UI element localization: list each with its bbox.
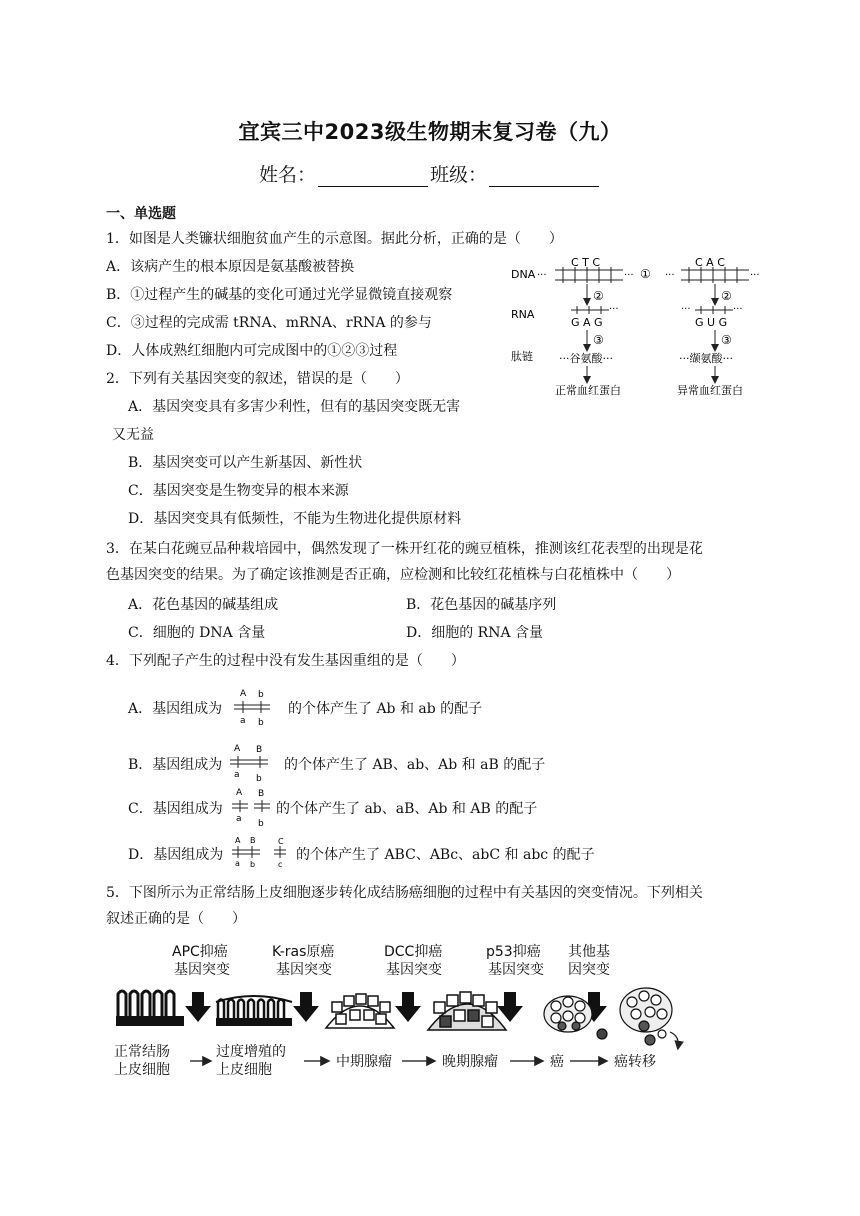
allele-label: b [258,690,264,700]
stage-label: 过度增殖的 [216,1044,286,1060]
q4-d-prefix: 基因组成为 [153,847,224,863]
fig-rna-left-seq: G A G [571,316,603,329]
q4-option-c [128,800,223,818]
q1-option-d: D．人体成熟红细胞内可完成图中的①②③过程 [106,343,398,359]
fig-dna-left-seq: C T C [571,256,601,269]
q3-option-a: A．花色基因的碱基组成 [128,597,279,613]
q1-option-b: B．①过程产生的碱基的变化可通过光学显微镜直接观察 [106,287,453,303]
q2-option-a-cont: 又无益 [112,427,154,443]
mutation-label: APC抑癌 [172,944,228,960]
allele-label: B [258,789,265,799]
q2-stem: 2．下列有关基因突变的叙述，错误的是（ ） [106,371,409,387]
q4-a-letter: A． [128,701,153,717]
fig-aa-right: ···缬氨酸··· [679,352,733,365]
q2-option-a: A．基因突变具有多害少利性，但有的基因突变既无害 [128,399,461,415]
late-adenoma-icon [428,992,506,1030]
q1-option-a: A．该病产生的根本原因是氨基酸被替换 [106,259,355,275]
q1-option-c: C．③过程的完成需 tRNA、mRNA、rRNA 的参与 [106,315,432,331]
metastasis-cells-icon [597,988,678,1048]
name-label: 姓名： [258,164,316,186]
stage-label: 晚期腺瘤 [442,1054,498,1070]
q5-stem-line1: 5．下图所示为正常结肠上皮细胞逐步转化成结肠癌细胞的过程中有关基因的突变情况。下列相关 [106,885,703,901]
fig-dna-right-bonds [689,267,737,283]
fig-label-dna: DNA [511,268,536,281]
fig-label-peptide: 肽链 [511,350,533,363]
allele-label: C [278,837,284,846]
q2-option-d: D．基因突变具有低频性，不能为生物进化提供原材料 [128,511,462,527]
allele-label: a [235,859,240,868]
allele-label: A [234,744,241,754]
fig-dots: ··· [624,270,634,281]
q4-d-suffix: 的个体产生了 ABC、ABc、abC 和 abc 的配子 [296,847,595,863]
allele-label: c [278,860,283,869]
stage-label: 正常结肠 [114,1044,170,1060]
fig-dots: ··· [609,304,619,315]
name-blank[interactable] [318,168,428,187]
page-title: 宜宾三中2023级生物期末复习卷（九） [238,120,622,144]
stage-label: 中期腺瘤 [336,1054,392,1070]
allele-label: a [240,716,246,726]
name-class-bar [0,160,860,187]
intermediate-adenoma-icon [326,994,394,1028]
mutation-label: 基因突变 [488,962,544,978]
fig-dots: ··· [681,304,691,315]
fig-step3-left: ③ [593,333,604,347]
section-heading: 一、单选题 [106,206,176,222]
sickle-cell-figure [505,250,765,400]
q4-b-suffix: 的个体产生了 AB、ab、Ab 和 aB 的配子 [284,757,546,773]
q4-a-suffix: 的个体产生了 Ab 和 ab 的配子 [288,701,483,717]
fig-dots: ··· [665,270,675,281]
q4-d-letter: D． [128,847,154,863]
fig-aa-left: ···谷氨酸··· [559,352,613,365]
mutation-label: 其他基 [568,944,610,960]
allele-label: B [256,745,263,755]
q4-c-suffix: 的个体产生了 ab、aB、Ab 和 AB 的配子 [276,801,538,817]
q4-b-chromosome-icon [228,742,272,784]
mutation-label: 因突变 [568,962,610,978]
allele-label: B [250,836,256,845]
allele-label: b [258,819,264,829]
fig-step3-right: ③ [721,333,732,347]
allele-label: b [250,860,256,869]
q4-a-prefix: 基因组成为 [152,701,223,717]
mutation-label: 基因突变 [386,962,442,978]
fig-label-rna: RNA [511,308,535,321]
fig-dots: ··· [537,270,547,281]
fig-dots: ··· [733,304,743,315]
q3-option-c: C．细胞的 DNA 含量 [128,625,266,641]
stage-label: 上皮细胞 [216,1062,272,1078]
q4-b-letter: B． [128,757,153,773]
fig-protein-left: 正常血红蛋白 [555,384,621,397]
fig-step2-left: ② [593,289,604,303]
fig-step2-right: ② [721,289,732,303]
stage-label: 癌转移 [614,1054,656,1070]
allele-label: b [256,774,262,784]
q3-option-d: D．细胞的 RNA 含量 [406,625,544,641]
normal-epithelium-icon [116,991,184,1026]
fig-step1: ① [640,267,651,281]
q4-c-prefix: 基因组成为 [152,801,223,817]
allele-label: a [236,814,242,824]
q2-option-b: B．基因突变可以产生新基因、新性状 [128,455,363,471]
allele-label: A [240,689,247,699]
mutation-label: DCC抑癌 [384,944,443,960]
fig-dna-left-bonds [563,267,611,283]
q4-stem: 4．下列配子产生的过程中没有发生基因重组的是（ ） [106,653,465,669]
allele-label: a [234,770,240,780]
allele-label: A [235,836,241,845]
q4-d-chromosome-icon [230,834,292,872]
q3-stem-line2: 色基因突变的结果。为了确定该推测是否正确，应检测和比较红花植株与白花植株中（ ） [106,567,680,583]
fig-protein-right: 异常血红蛋白 [677,384,743,397]
allele-label: b [258,718,264,728]
q3-stem-line1: 3．在某白花豌豆品种栽培园中，偶然发现了一株开红花的豌豆植株，推测该红花表型的出现是花 [106,541,703,557]
q4-a-chromosome-icon [232,688,272,728]
hyperplastic-epithelium-icon [216,996,292,1026]
mutation-label: p53抑癌 [486,944,541,960]
cancer-cells-icon [544,996,592,1032]
q5-stem-line2: 叙述正确的是（ ） [106,911,246,927]
mutation-label: 基因突变 [276,962,332,978]
fig-dots: ··· [750,270,760,281]
q4-b-prefix: 基因组成为 [152,757,223,773]
mutation-label: 基因突变 [174,962,230,978]
q3-option-b: B．花色基因的碱基序列 [406,597,557,613]
q4-c-chromosome-icon [230,786,274,830]
q4-option-b [128,756,222,774]
q4-c-letter: C． [128,801,153,817]
q1-stem: 1．如图是人类镰状细胞贫血产生的示意图。据此分析，正确的是（ ） [106,231,563,247]
q2-option-c: C．基因突变是生物变异的根本来源 [128,483,349,499]
class-label: 班级： [430,164,488,186]
fig-rna-right-seq: G U G [695,316,728,329]
mutation-label: K-ras原癌 [272,944,335,960]
allele-label: A [236,788,243,798]
colon-cancer-figure [110,940,710,1090]
stage-label: 上皮细胞 [114,1062,170,1078]
class-blank[interactable] [489,168,599,187]
fig-dna-right-seq: C A C [695,256,725,269]
q4-option-a [128,700,222,718]
q4-option-d [128,846,223,864]
stage-label: 癌 [550,1054,564,1070]
